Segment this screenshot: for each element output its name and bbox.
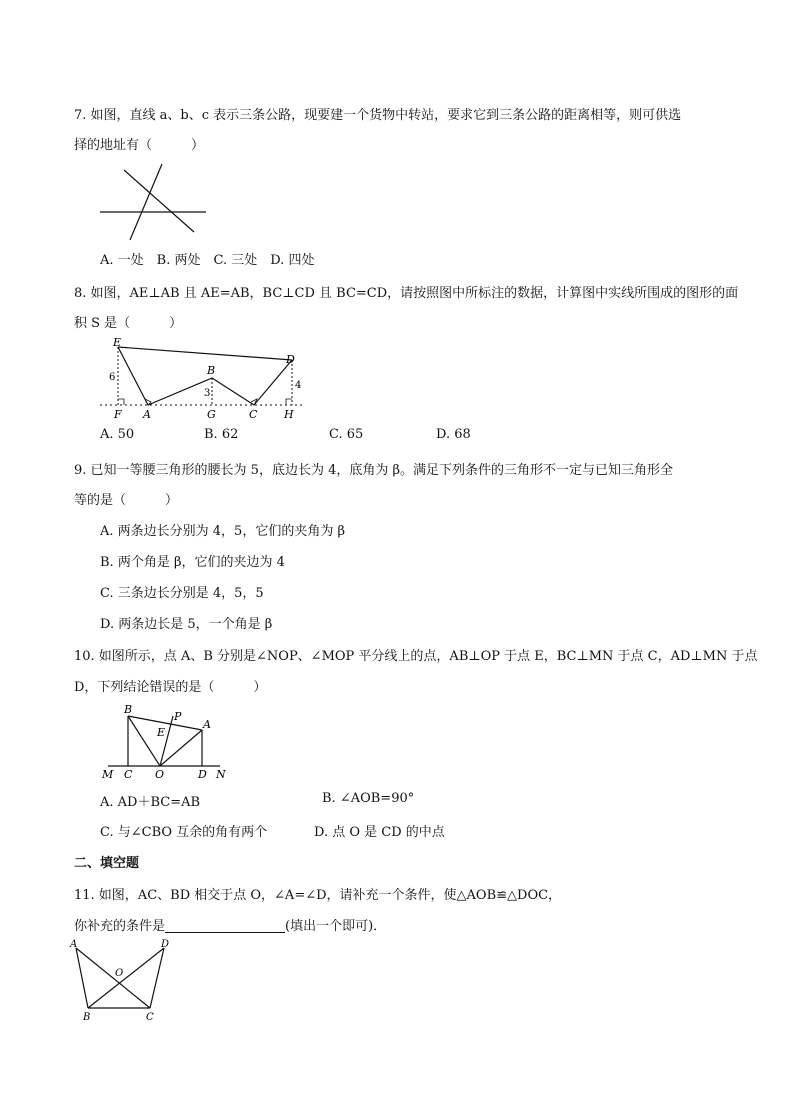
q10-option-d: D. 点 O 是 CD 的中点 xyxy=(314,825,445,840)
q11-stem-line2 xyxy=(74,915,386,934)
q11-answer-blank[interactable] xyxy=(165,919,285,933)
q11-stem-line1: 11. 如图，AC、BD 相交于点 O，∠A=∠D，请补充一个条件，使△AOB≌△DOC， xyxy=(74,888,562,903)
q10-label-n: N xyxy=(216,768,226,781)
q10-label-d: D xyxy=(198,768,207,781)
q10-label-m: M xyxy=(102,768,114,781)
q10-label-e: E xyxy=(157,726,166,739)
q8-label-a: A xyxy=(143,408,151,421)
q9-option-d: D. 两条边长是 5，一个角是 β xyxy=(100,617,273,632)
q7-stem-line1: 7. 如图，直线 a、b、c 表示三条公路，现要建一个货物中转站，要求它到三条公路的距离相等，则可供选 xyxy=(74,108,682,123)
q11-label-d: D xyxy=(161,939,170,950)
q7-figure-three-lines xyxy=(96,160,212,244)
q7-line-descending xyxy=(124,170,194,232)
q7-options: A. 一处 B. 两处 C. 三处 D. 四处 xyxy=(100,253,315,268)
q11-prefix: 你补充的条件是 xyxy=(74,919,166,934)
q8-right-angle-h xyxy=(286,399,292,405)
q11-label-b: B xyxy=(83,1012,91,1023)
q8-label-d: D xyxy=(286,353,295,366)
q8-label-c: C xyxy=(249,408,258,421)
q8-stem-line1: 8. 如图，AE⊥AB 且 AE=AB，BC⊥CD 且 BC=CD，请按照图中所标注的数据，计算图中实线所围成的图形的面 xyxy=(74,286,739,301)
q8-label-e: E xyxy=(113,336,122,349)
q11-suffix: (填出一个即可)． xyxy=(285,919,387,934)
q10-stem-line1: 10. 如图所示，点 A、B 分别是∠NOP、∠MOP 平分线上的点，AB⊥OP 于点 E，BC⊥MN 于点 C，AD⊥MN 于点 xyxy=(74,649,758,664)
q11-figure xyxy=(66,936,176,1024)
q8-label-b: B xyxy=(207,364,216,377)
q11-segment-ac xyxy=(76,948,150,1008)
q11-label-a: A xyxy=(70,939,78,950)
q10-option-a: A. AD＋BC=AB xyxy=(100,795,201,810)
q10-stem-line2: D，下列结论错误的是（ ） xyxy=(74,680,267,695)
q10-label-o: O xyxy=(155,768,165,781)
q9-option-a: A. 两条边长分别为 4，5，它们的夹角为 β xyxy=(100,524,345,539)
q8-option-c: C. 65 xyxy=(329,427,364,442)
q10-option-b: B. ∠AOB=90° xyxy=(322,791,415,806)
q8-stem-line2: 积 S 是（ ） xyxy=(74,316,183,331)
q10-label-b: B xyxy=(124,703,133,716)
q10-label-c: C xyxy=(124,768,133,781)
q10-label-a: A xyxy=(203,718,211,731)
q9-option-c: C. 三条边长分别是 4，5，5 xyxy=(100,586,264,601)
q8-dim-bg: 3 xyxy=(204,388,211,399)
q8-figure xyxy=(96,336,306,422)
q8-dim-dh: 4 xyxy=(295,380,302,391)
q7-line-steep xyxy=(130,164,162,240)
q8-option-d: D. 68 xyxy=(436,427,471,442)
q9-stem-line1: 9. 已知一等腰三角形的腰长为 5，底边长为 4，底角为 β。满足下列条件的三角形不一定与已知三角形全 xyxy=(74,463,673,478)
q10-figure xyxy=(98,700,232,782)
q9-option-b: B. 两个角是 β，它们的夹边为 4 xyxy=(100,555,285,570)
q8-label-h: H xyxy=(284,408,294,421)
q11-label-c: C xyxy=(146,1012,154,1023)
section-title-fill-in: 二、填空题 xyxy=(74,856,140,871)
q10-option-c: C. 与∠CBO 互余的角有两个 xyxy=(100,825,268,840)
q8-option-b: B. 62 xyxy=(204,427,239,442)
q8-dim-ef: 6 xyxy=(109,372,116,383)
q10-segment-oa xyxy=(160,730,202,766)
q7-stem-line2: 择的地址有（ ） xyxy=(74,138,205,153)
q8-label-f: F xyxy=(114,408,122,421)
q8-segment-ed xyxy=(118,347,292,360)
q10-label-p: P xyxy=(174,710,182,723)
q10-segment-ob xyxy=(128,716,160,766)
q8-option-a: A. 50 xyxy=(100,427,135,442)
q9-stem-line2: 等的是（ ） xyxy=(74,493,179,508)
q11-label-o: O xyxy=(115,968,124,979)
q8-right-angle-f xyxy=(118,399,124,405)
q8-label-g: G xyxy=(207,408,216,421)
